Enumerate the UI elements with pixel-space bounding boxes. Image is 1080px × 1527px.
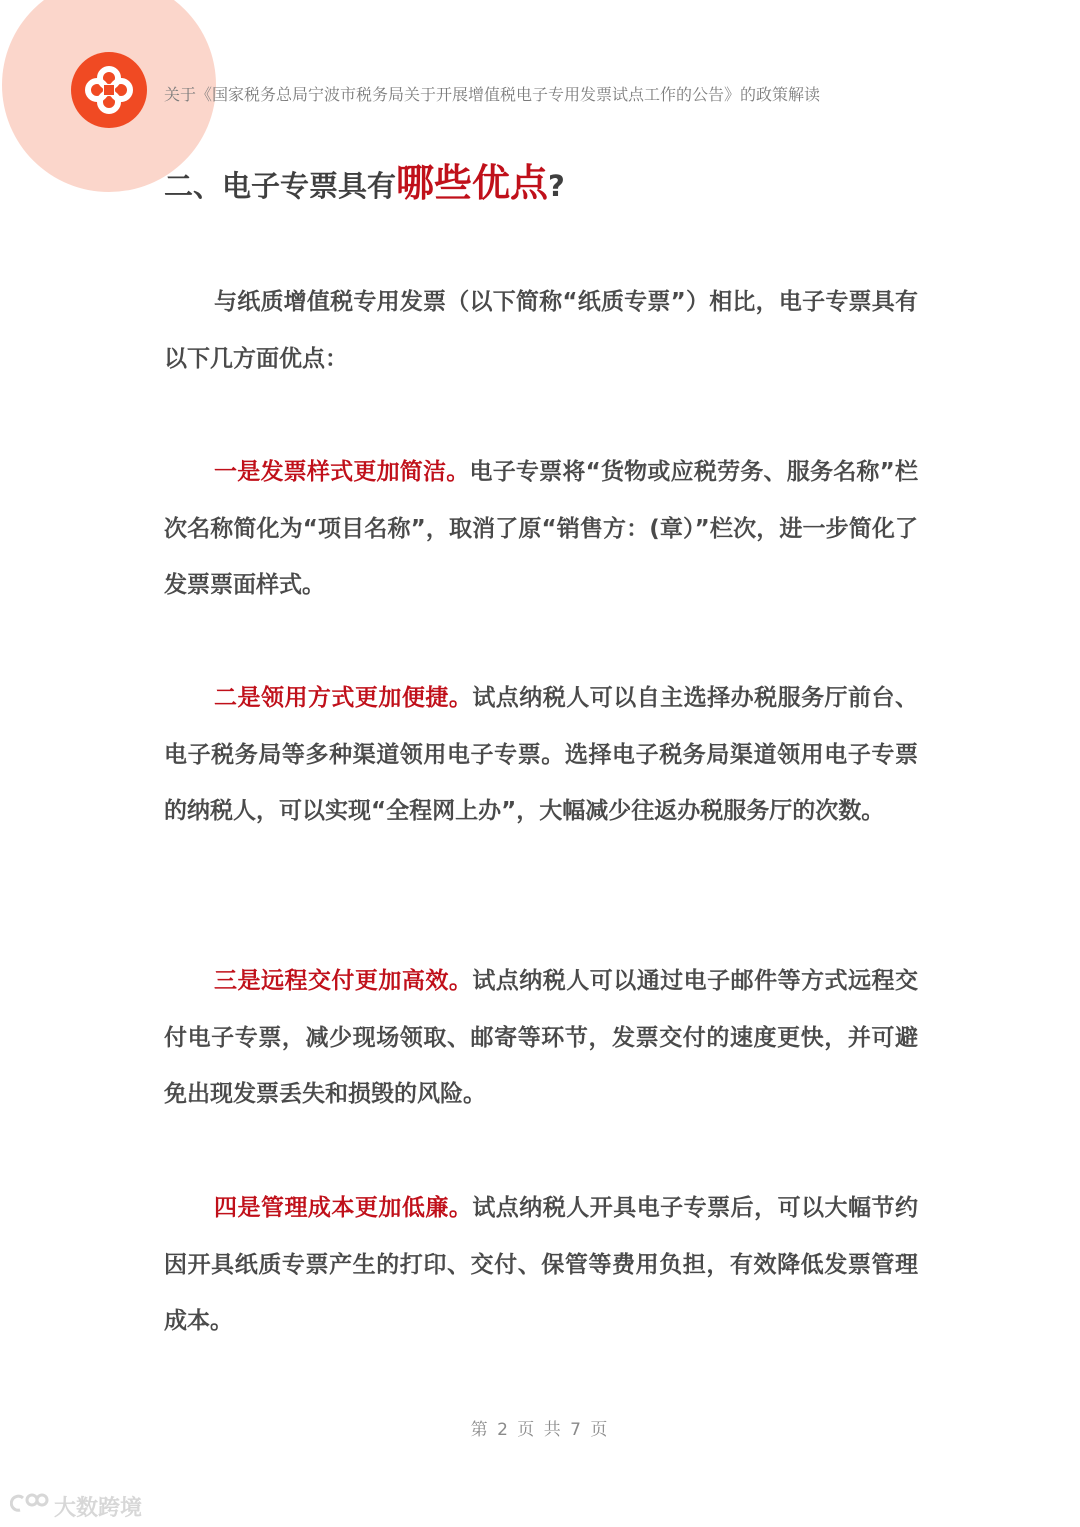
tax-bureau-logo-icon: [71, 52, 147, 128]
document-header-title: 关于《国家税务总局宁波市税务局关于开展增值税电子专用发票试点工作的公告》的政策解读: [164, 85, 821, 104]
section-title: [164, 152, 565, 207]
advantage-lead-2: 二是领用方式更加便捷。: [214, 685, 473, 711]
watermark: [10, 1490, 142, 1522]
section-title-highlight: 哪些优点: [396, 161, 549, 205]
watermark-text: 大数跨境: [54, 1495, 143, 1521]
advantage-lead-3: 三是远程交付更加高效。: [214, 968, 473, 994]
intro-paragraph: 与纸质增值税专用发票（以下简称“纸质专票”）相比，电子专票具有以下几方面优点：: [164, 289, 918, 372]
advantage-paragraph-1: [164, 444, 918, 614]
advantage-text-1: 电子专票将“货物或应税劳务、服务名称”栏次名称简化为“项目名称”，取消了原“销售方：(章）”栏次，进一步简化了发票票面样式。: [164, 459, 919, 598]
cloud-chain-icon: [10, 1490, 50, 1522]
section-title-prefix: 二、电子专票具有: [164, 169, 397, 203]
section-title-suffix: ?: [548, 169, 565, 203]
advantage-paragraph-3: [164, 953, 918, 1123]
advantage-paragraph-4: [164, 1180, 918, 1350]
advantage-text-2: 试点纳税人可以自主选择办税服务厅前台、电子税务局等多种渠道领用电子专票。选择电子税务局渠道领用电子专票的纳税人，可以实现“全程网上办”，大幅减少往返办税服务厅的次数。: [164, 685, 919, 824]
advantage-text-3: 试点纳税人可以通过电子邮件等方式远程交付电子专票，减少现场领取、邮寄等环节，发票交付的速度更快，并可避免出现发票丢失和损毁的风险。: [164, 968, 919, 1107]
advantage-text-4: 试点纳税人开具电子专票后，可以大幅节约因开具纸质专票产生的打印、交付、保管等费用负担，有效降低发票管理成本。: [164, 1195, 919, 1334]
advantage-lead-1: 一是发票样式更加简洁。: [214, 459, 470, 485]
advantage-paragraph-2: [164, 670, 918, 840]
advantage-lead-4: 四是管理成本更加低廉。: [214, 1195, 473, 1221]
page-number: 第 2 页 共 7 页: [470, 1420, 610, 1440]
